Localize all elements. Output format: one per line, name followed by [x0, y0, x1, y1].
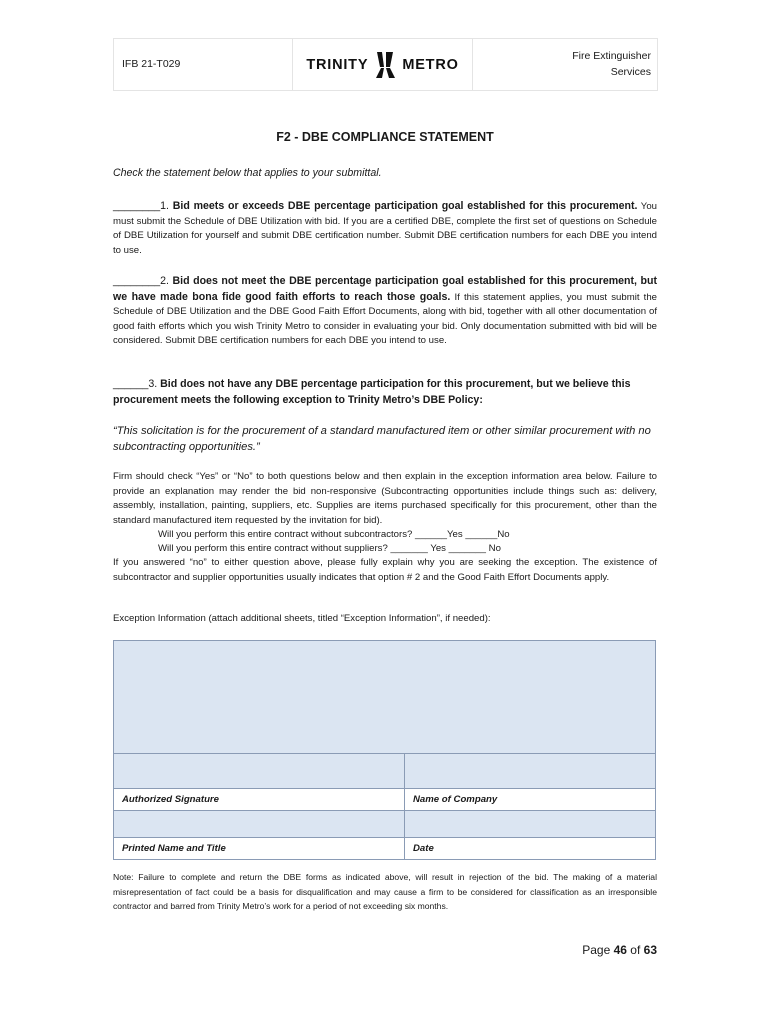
option-1-body: You must submit the Schedule of DBE Utilization with bid. If you are a certified DBE, complete the first set of questions on Schedule of DBE Utilization for yourself and submit DBE certification number. Submit DBE certification numbers for each DBE you intend to use.	[113, 201, 657, 256]
page-header	[113, 38, 658, 91]
option-2-body: If this statement applies, you must submit the Schedule of DBE Utilization and the DBE Good Faith Effort Documents, along with bid, together with all other documentation of good faith efforts which you wish Trinity Metro to consider in evaluating your bid. Only documentation submitted with bid will be considered. Submit DBE certification numbers for each DBE you intend to use.	[113, 291, 657, 347]
page-of: of	[626, 943, 644, 957]
option-2	[113, 274, 657, 349]
service-line-2: Services	[610, 66, 651, 78]
header-service-cell	[473, 39, 657, 90]
page-number	[582, 943, 657, 957]
date-field[interactable]	[405, 811, 656, 838]
option-2-heading: Bid does not meet the DBE percentage participation goal established for this procurement, but we have made bona fide good faith efforts to reach those goals.	[113, 275, 657, 303]
authorized-signature-field[interactable]	[114, 754, 405, 789]
exception-info-field[interactable]	[114, 641, 656, 754]
question-suppliers[interactable]: Will you perform this entire contract without suppliers? _______ Yes _______ No	[158, 543, 501, 554]
exception-info-label: Exception Information (attach additional sheets, titled “Exception Information”, if needed):	[113, 613, 491, 624]
company-name-field[interactable]	[405, 754, 656, 789]
page-title: F2 - DBE COMPLIANCE STATEMENT	[276, 130, 494, 144]
option-3-blank[interactable]: ______3.	[113, 378, 161, 390]
instruction-text: Check the statement below that applies to your submittal.	[113, 167, 382, 179]
option-3	[113, 377, 657, 408]
exception-quote: “This solicitation is for the procurement of a standard manufactured item or other similar procurement with no subcontracting opportunities.”	[113, 425, 651, 453]
header-logo-cell	[293, 39, 472, 90]
trinity-metro-logo	[306, 50, 458, 80]
logo-text-left: TRINITY	[306, 56, 369, 73]
explain-instructions: If you answered “no” to either question above, please fully explain why you are seeking the exception. The existence of subcontractor and supplier opportunities usually indicates that option # 2 and the Good Faith Effort Documents apply.	[113, 557, 657, 583]
option-1-heading: Bid meets or exceeds DBE percentage participation goal established for this procurement.	[172, 200, 638, 212]
page-word: Page	[582, 943, 614, 957]
printed-name-label: Printed Name and Title	[114, 838, 405, 860]
option-1-blank[interactable]: ________1.	[113, 200, 173, 212]
authorized-signature-label: Authorized Signature	[114, 789, 405, 811]
option-3-heading: Bid does not have any DBE percentage participation for this procurement, but we believe this procurement meets the following exception to Trinity Metro’s DBE Policy:	[113, 378, 631, 406]
logo-mark-icon	[374, 50, 396, 80]
logo-text-right: METRO	[402, 56, 459, 73]
service-line-1: Fire Extinguisher	[572, 50, 651, 62]
signature-form	[113, 640, 656, 860]
header-doc-id-cell	[114, 39, 293, 90]
question-subcontractors[interactable]: Will you perform this entire contract without subcontractors? ______Yes ______No	[158, 529, 510, 540]
option-1	[113, 199, 657, 258]
doc-id: IFB 21-T029	[122, 58, 181, 70]
page-total: 63	[643, 943, 657, 957]
page-current: 46	[613, 943, 627, 957]
company-name-label: Name of Company	[405, 789, 656, 811]
footnote: Note: Failure to complete and return the DBE forms as indicated above, will result in rejection of the bid. The making of a material misrepresentation of fact could be a basis for disqualification and may cause a firm to be considered for classification as an irresponsible contractor and barred from Trinity Metro’s work for a period of not exceeding six months.	[113, 872, 657, 911]
option-2-blank[interactable]: ________2.	[113, 275, 173, 287]
printed-name-field[interactable]	[114, 811, 405, 838]
date-label: Date	[405, 838, 656, 860]
firm-instructions: Firm should check “Yes” or “No” to both questions below and then explain in the exception information area below. Failure to provide an explanation may render the bid non-responsive (Subcontracting opportunities include things such as: delivery, assembly, installation, painting, suppliers, etc. Supplies are items purchased specifically for this procurement, other than the standard manufactured item requested by the invitation for bid).	[113, 471, 657, 526]
